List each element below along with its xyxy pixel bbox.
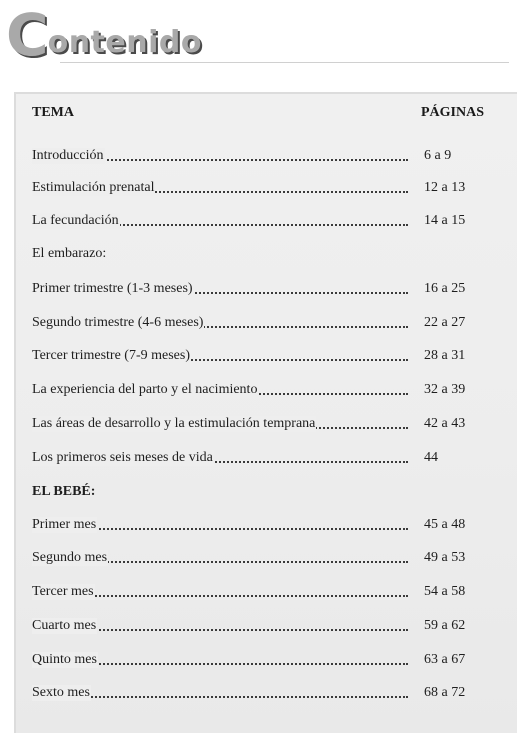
toc-row [32,277,474,299]
toc-row [32,311,474,333]
toc-entry-label: La experiencia del parto y el nacimiento [32,382,258,397]
toc-entry-pages: 16 a 25 [424,281,466,296]
toc-row [32,648,474,670]
toc-entry-label: Sexto mes [32,685,90,700]
toc-row [32,614,474,636]
toc-row [32,344,474,366]
toc-entry-pages: 54 a 58 [424,584,466,599]
toc-entry-pages: 59 a 62 [424,618,466,633]
toc-entry-label: Introducción [32,148,104,163]
title-divider [60,62,509,63]
toc-entry-pages: 42 a 43 [424,416,466,431]
toc-entry-pages: 12 a 13 [424,180,466,195]
toc-row [32,546,474,568]
toc-entry-pages: 22 a 27 [424,315,466,330]
toc-row [32,513,474,535]
column-header-pages: PÁGINAS [421,105,485,120]
toc-row [32,446,474,468]
toc-entry-label: Cuarto mes [32,618,97,633]
toc-entry-label: Segundo mes [32,550,108,565]
toc-row [32,144,474,166]
toc-row [32,378,474,400]
toc-entry-pages: 6 a 9 [424,148,452,163]
toc-entry-label: Primer mes [32,517,97,532]
toc-entry-label: Segundo trimestre (4-6 meses) [32,315,204,330]
toc-entry-pages: 44 [424,450,438,465]
toc-entry-pages: 28 a 31 [424,348,466,363]
toc-entry-label: La fecundación [32,213,119,228]
toc-entry-label: Tercer trimestre (7-9 meses) [32,348,190,363]
toc-entry-pages: 68 a 72 [424,685,466,700]
toc-entry-label: Tercer mes [32,584,94,599]
toc-entry-pages: 14 a 15 [424,213,466,228]
toc-entry-label: Las áreas de desarrollo y la estimulación temprana [32,416,316,431]
title-initial: C [6,1,47,69]
column-header-topic: TEMA [32,105,74,120]
toc-entry-label: Estimulación prenatal [32,180,155,195]
toc-entry-pages: 45 a 48 [424,517,466,532]
toc-entry-pages: 63 a 67 [424,652,466,667]
toc-entry-label: Quinto mes [32,652,97,667]
section-heading-bebe: EL BEBÉ: [32,484,96,499]
toc-entry-label: Primer trimestre (1-3 meses) [32,281,193,296]
toc-entry-label: Los primeros seis meses de vida [32,450,213,465]
section-heading-embarazo: El embarazo: [32,246,107,261]
toc-entry-pages: 49 a 53 [424,550,466,565]
title-text: ontenido [47,25,202,60]
toc-row [32,412,474,434]
page-title [6,1,202,69]
toc-row [32,209,474,231]
toc-row [32,580,474,602]
toc-row [32,176,474,198]
toc-entry-pages: 32 a 39 [424,382,466,397]
toc-row [32,681,474,703]
